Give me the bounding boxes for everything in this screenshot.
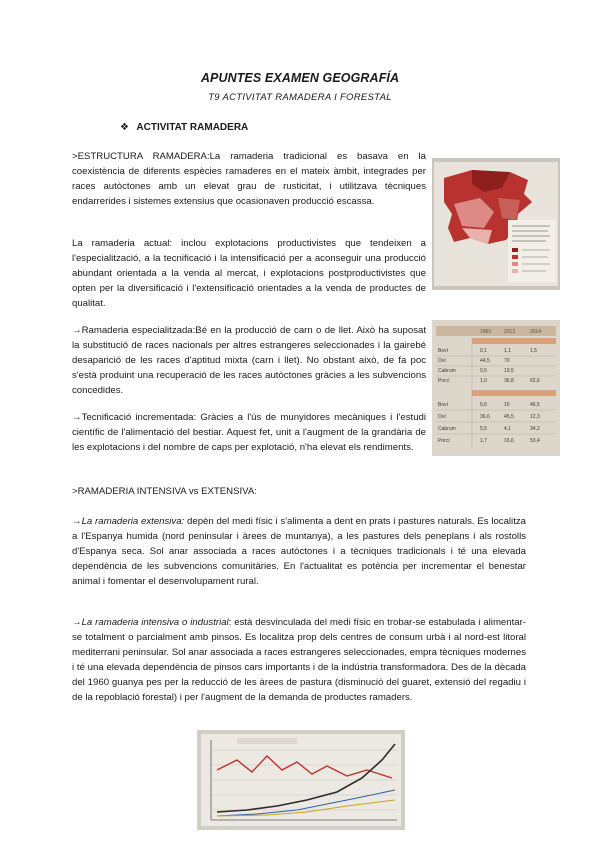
table-cell: 0,5 xyxy=(480,368,487,374)
table-cell: 36,8 xyxy=(504,378,514,384)
spain-livestock-map-photo xyxy=(432,158,560,290)
document-title: APUNTES EXAMEN GEOGRAFÍA xyxy=(200,71,400,85)
table-cell: 16,6 xyxy=(504,438,514,444)
paragraph-especialitzada: →Ramaderia especialitzada:Bé en la producció de carn o de llet. Això ha suposat la substitució de races nacionals per altres estrangeres seleccionades i la gairebé desaparició de les races d'aptitud mixta (carn i llet). No obstant això, de fa poc s'està produint una recuperació de les races autòctones gràcies a les subvencions concedides. xyxy=(72,325,426,396)
table-cell: 5,5 xyxy=(480,426,487,432)
table-cell: 45,5 xyxy=(504,414,514,420)
table-cell: Boví xyxy=(438,348,449,354)
table-header-1: 2012 xyxy=(504,329,516,335)
table-cell: 70 xyxy=(504,358,510,364)
table-cell: 46,5 xyxy=(530,402,540,408)
table-cell: 0,1 xyxy=(480,348,487,354)
table-cell: Oví xyxy=(438,414,446,420)
table-header-0: 1960 xyxy=(480,329,492,335)
table-cell: 62,6 xyxy=(530,378,540,384)
paragraph-intensiva-vs-extensiva: >RAMADERIA INTENSIVA vs EXTENSIVA: xyxy=(72,486,257,497)
table-cell: 44,5 xyxy=(480,358,490,364)
table-cell: 10 xyxy=(504,402,510,408)
paragraph-extensiva xyxy=(72,514,526,589)
table-cell: 19,5 xyxy=(504,368,514,374)
extensiva-lead: →La ramaderia extensiva: xyxy=(72,516,185,527)
table-cell: Oví xyxy=(438,358,446,364)
table-header-2: 2014 xyxy=(530,329,542,335)
section-heading xyxy=(120,122,248,133)
livestock-table-photo xyxy=(432,320,560,456)
table-cell: Boví xyxy=(438,402,449,408)
table-cell: Cabrum xyxy=(438,368,456,374)
paragraph-estructura: >ESTRUCTURA RAMADERA:La ramaderia tradicional es basava en la coexistència de diferents espècies ramaderes en el mateix àmbit, integrades per races autòctones amb un elevat grau de rusticitat, i utilitzava tècniques endarrerides i sistemes extensius que ocasionaven producció escassa. xyxy=(72,151,426,207)
table-cell: 1,1 xyxy=(504,348,511,354)
paragraph-ramaderia-actual: La ramaderia actual: inclou explotacions productivistes que tendeixen a l'especialització, a la tecnificació i la intensificació per a aconseguir una producció abundant orientada a la venda al mercat, i explotacions postproductivistes que opten per la diversificació i l'extensificació orientades a la venda de productes de qualitat. xyxy=(72,238,426,309)
livestock-line-chart-photo xyxy=(197,730,405,830)
diamond-bullet-icon: ❖ xyxy=(120,122,129,133)
paragraph-intensiva xyxy=(72,615,526,705)
table-cell: 34,2 xyxy=(530,426,540,432)
table-cell: 4,1 xyxy=(504,426,511,432)
table-cell: 1,0 xyxy=(480,378,487,384)
table-cell: 1,7 xyxy=(480,438,487,444)
extensiva-text: depèn del medi físic i s'alimenta a dent en prats i pastures naturals. Es localitza a l'Espanya humida (nord peninsular i àrees de muntanya), a les pastures dels peneplans i als rostolls d'Espanya seca. Sol anar associada a races autòctones i a tècniques tradicionals i té una elevada dependència de les subvencions comunitàries. En l'actualitat es potència per incrementar el benestar animal i fomentar el desenvolupament rural. xyxy=(72,516,526,587)
section-heading-text: ACTIVITAT RAMADERA xyxy=(136,122,249,133)
table-cell: 1,5 xyxy=(530,348,537,354)
table-cell: 12,3 xyxy=(530,414,540,420)
table-cell: 5,6 xyxy=(480,402,487,408)
table-cell: 53,4 xyxy=(530,438,540,444)
document-subtitle: T9 ACTIVITAT RAMADERA I FORESTAL xyxy=(208,92,392,103)
intensiva-lead: →La ramaderia intensiva o industrial xyxy=(72,617,229,628)
intensiva-text: : està desvinculada del medi físic en trobar-se estabulada i alimentar-se totalment o parcialment amb pinsos. Es localitza prop dels centres de consum urbà i al nord-est litoral mediterrani peninsular. Sol anar associada a races estrangeres seleccionades, empra tècniques modernes i té una elevada dependència de pinsos cars importants i de la indústria transformadora. Des de la dècada del 1960 guanya pes per la reducció de les àrees de pastura (disminució del guaret, extensió del regadiu i de la repoblació forestal) i per l'augment de la demanda de productes ramaders. xyxy=(72,617,526,703)
table-cell: Porcí xyxy=(438,438,450,444)
table-cell: 36,6 xyxy=(480,414,490,420)
table-cell: Cabrum xyxy=(438,426,456,432)
paragraph-tecnificacio: →Tecnificació incrementada: Gràcies a l'ús de munyidores mecàniques i l'estudi científic de l'alimentació del bestiar. Aquest fet, unit a l'augment de la grandària de les explotacions i del nombre de caps per explotació, n'ha elevat els rendiments. xyxy=(72,412,426,453)
table-cell: Porcí xyxy=(438,378,450,384)
